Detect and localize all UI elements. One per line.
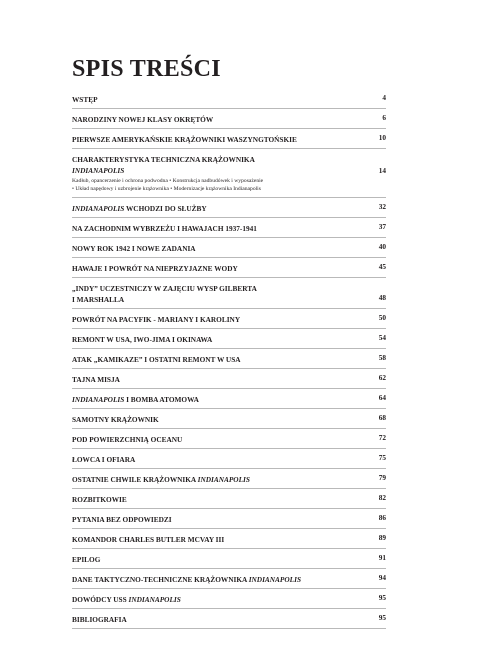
toc-entry (72, 429, 386, 449)
toc-entry-title (72, 574, 386, 585)
toc-entry-text: NOWY ROK 1942 I NOWE ZADANIA (72, 244, 196, 253)
toc-entry (72, 258, 386, 278)
toc-entry (72, 409, 386, 429)
toc-page-number: 62 (378, 373, 386, 382)
toc-page-number: 91 (378, 553, 386, 562)
toc-entry-title (72, 223, 386, 234)
toc-entry-title (72, 474, 386, 485)
toc-entry (72, 369, 386, 389)
toc-entry-title (72, 454, 386, 465)
toc-entry-text: ŁOWCA I OFIARA (72, 455, 136, 464)
toc-entry (72, 129, 386, 149)
toc-entry-text: HAWAJE I POWRÓT NA NIEPRZYJAZNE WODY (72, 264, 238, 273)
toc-entry-title (72, 154, 386, 176)
toc-entry (72, 278, 386, 309)
toc-entry-text: INDIANAPOLIS (72, 166, 125, 175)
toc-entry-title (72, 494, 386, 505)
toc-entry-text: I MARSHALLA (72, 295, 125, 304)
toc-entry-text: CHARAKTERYSTYKA TECHNICZNA KRĄŻOWNIKA (72, 155, 255, 164)
toc-page-number: 68 (378, 413, 386, 422)
toc-entry-title (72, 203, 386, 214)
toc-page-number: 45 (378, 262, 386, 271)
toc-entry-title (72, 614, 386, 625)
toc-entry (72, 609, 386, 629)
toc-entry-text: I BOMBA ATOMOWA (124, 395, 199, 404)
toc-entry-title (72, 94, 386, 105)
toc-entry (72, 109, 386, 129)
toc-entry (72, 489, 386, 509)
toc-page-number: 94 (378, 573, 386, 582)
toc-entry (72, 529, 386, 549)
toc-entry-text: INDIANAPOLIS (72, 204, 125, 213)
toc-page-number: 82 (378, 493, 386, 502)
toc-page-number: 72 (378, 433, 386, 442)
toc-entry (72, 198, 386, 218)
table-of-contents (72, 89, 386, 629)
toc-entry-title (72, 354, 386, 365)
toc-page-number: 75 (378, 453, 386, 462)
toc-page-number: 14 (378, 166, 386, 175)
toc-page-number: 6 (382, 113, 386, 122)
toc-subtopic-line: Kadłub, opancerzenie i ochrona podwodna • Konstrukcja nadbudówek i wyposażenie (72, 178, 264, 184)
toc-entry-text: POWRÓT NA PACYFIK - MARIANY I KAROLINY (72, 315, 241, 324)
toc-entry (72, 309, 386, 329)
toc-entry-text: REMONT W USA, IWO-JIMA I OKINAWA (72, 335, 213, 344)
toc-page-number: 89 (378, 533, 386, 542)
toc-page-number: 95 (378, 613, 386, 622)
toc-entry-text: DOWÓDCY USS (72, 595, 129, 604)
toc-entry-title (72, 414, 386, 425)
toc-page-number: 86 (378, 513, 386, 522)
toc-entry (72, 549, 386, 569)
toc-entry-text: NA ZACHODNIM WYBRZEŻU I HAWAJACH 1937-1941 (72, 224, 257, 233)
toc-entry-title (72, 283, 386, 305)
toc-page-number: 32 (378, 202, 386, 211)
toc-page-number: 40 (378, 242, 386, 251)
toc-entry (72, 89, 386, 109)
toc-entry-title (72, 314, 386, 325)
toc-page-number: 58 (378, 353, 386, 362)
toc-entry (72, 469, 386, 489)
toc-entry-text: KOMANDOR CHARLES BUTLER MCVAY III (72, 535, 225, 544)
toc-entry-subtopics (72, 176, 386, 193)
toc-entry-text: OSTATNIE CHWILE KRĄŻOWNIKA (72, 475, 198, 484)
toc-entry (72, 509, 386, 529)
toc-entry-title (72, 534, 386, 545)
toc-page-number: 54 (378, 333, 386, 342)
toc-entry-text: INDIANAPOLIS (248, 575, 302, 584)
toc-entry-text: TAJNA MISJA (72, 375, 120, 384)
toc-entry-title (72, 114, 386, 125)
toc-page-number: 95 (378, 593, 386, 602)
toc-entry (72, 149, 386, 198)
toc-entry-title (72, 394, 386, 405)
toc-entry-title (72, 374, 386, 385)
toc-entry-text: BIBLIOGRAFIA (72, 615, 127, 624)
toc-entry-title (72, 263, 386, 274)
toc-entry-title (72, 334, 386, 345)
toc-entry-text: PYTANIA BEZ ODPOWIEDZI (72, 515, 172, 524)
toc-page-number: 48 (378, 293, 386, 302)
toc-entry (72, 449, 386, 469)
toc-entry-title (72, 554, 386, 565)
toc-page-number: 37 (378, 222, 386, 231)
toc-page-number: 64 (378, 393, 386, 402)
toc-entry-text: ROZBITKOWIE (72, 495, 127, 504)
toc-entry-text: INDIANAPOLIS (72, 395, 125, 404)
toc-entry-title (72, 243, 386, 254)
toc-entry (72, 238, 386, 258)
toc-page-number: 79 (378, 473, 386, 482)
toc-entry-text: WCHODZI DO SŁUŻBY (124, 204, 207, 213)
toc-page-number: 4 (382, 93, 386, 102)
toc-entry (72, 349, 386, 369)
toc-entry-text: PIERWSZE AMERYKAŃSKIE KRĄŻOWNIKI WASZYNGTOŃSKIE (72, 135, 297, 144)
toc-entry-title (72, 134, 386, 145)
toc-entry-title (72, 594, 386, 605)
toc-entry-text: NARODZINY NOWEJ KLASY OKRĘTÓW (72, 115, 214, 124)
toc-entry-text: ATAK „KAMIKAZE” I OSTATNI REMONT W USA (72, 355, 241, 364)
toc-entry (72, 329, 386, 349)
toc-entry-text: INDIANAPOLIS (128, 595, 181, 604)
toc-page-number: 10 (378, 133, 386, 142)
toc-entry-text: INDIANAPOLIS (197, 475, 250, 484)
toc-entry (72, 218, 386, 238)
toc-entry-title (72, 434, 386, 445)
toc-entry-text: SAMOTNY KRĄŻOWNIK (72, 415, 159, 424)
toc-entry-text: „INDY” UCZESTNICZY W ZAJĘCIU WYSP GILBERTA (72, 284, 257, 293)
toc-entry-text: WSTĘP (72, 95, 98, 104)
toc-entry-text: EPILOG (72, 555, 101, 564)
toc-entry-text: DANE TAKTYCZNO-TECHNICZNE KRĄŻOWNIKA (72, 575, 249, 584)
toc-entry (72, 569, 386, 589)
toc-entry (72, 389, 386, 409)
toc-entry-title (72, 514, 386, 525)
toc-entry (72, 589, 386, 609)
toc-entry-text: POD POWIERZCHNIĄ OCEANU (72, 435, 183, 444)
toc-subtopic-line: • Układ napędowy i uzbrojenie krążownika • Modernizacje krążownika Indianapolis (72, 186, 261, 192)
page-title: SPIS TREŚCI (72, 56, 221, 82)
toc-page-number: 50 (378, 313, 386, 322)
